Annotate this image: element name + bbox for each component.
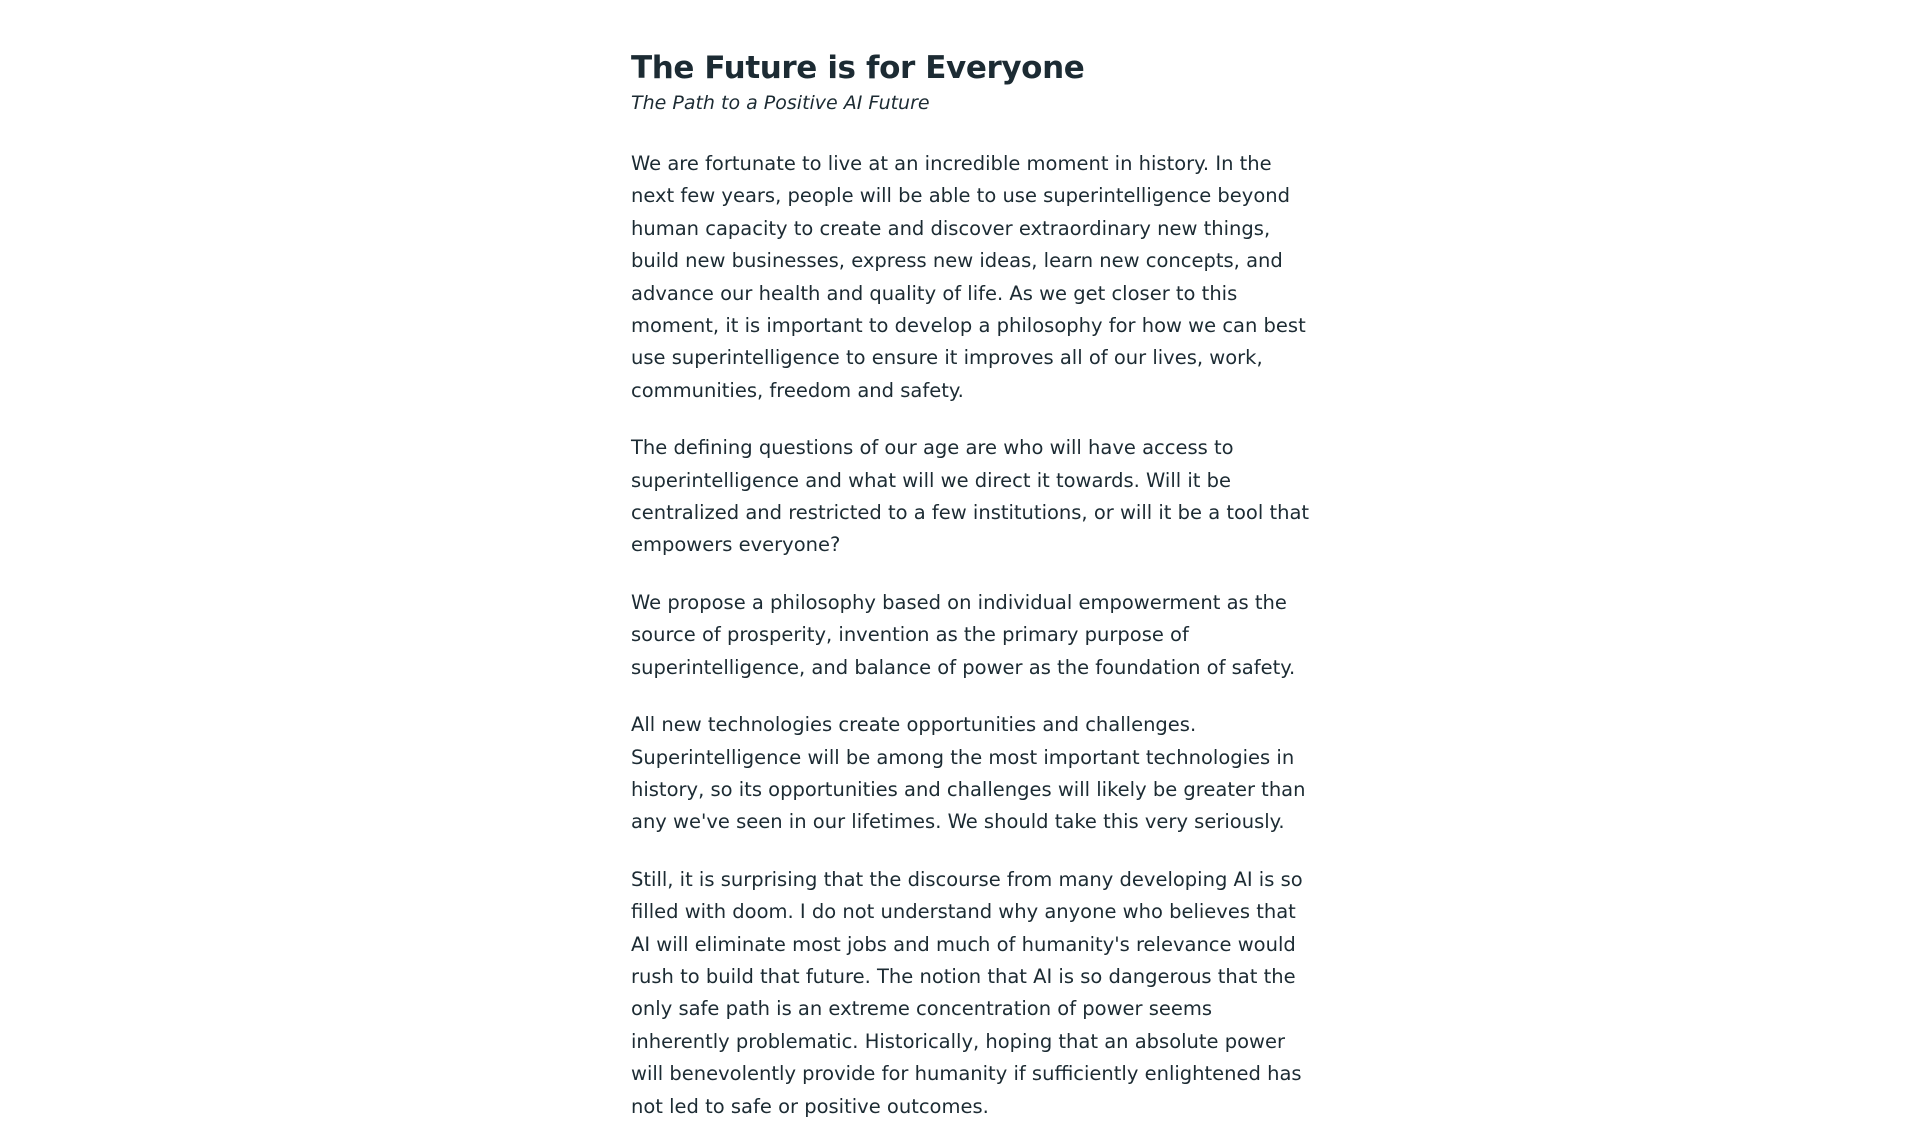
article (631, 46, 1315, 1123)
article-paragraph: All new technologies create opportunities and challenges. Superintelligence will be among the most important technologies in history, so its opportunities and challenges will likely be greater than any we've seen in our lifetimes. We should take this very seriously. (631, 713, 1306, 834)
article-paragraph: We propose a philosophy based on individual empowerment as the source of prosperity, invention as the primary purpose of superintelligence, and balance of power as the foundation of safety. (631, 590, 1296, 679)
page-subtitle: The Path to a Positive AI Future (631, 92, 930, 114)
page-title: The Future is for Everyone (631, 50, 1085, 86)
article-paragraph: Still, it is surprising that the discourse from many developing AI is so filled with doom. I do not understand why anyone who believes that AI will eliminate most jobs and much of humanity's relevance would rush to build that future. The notion that AI is so dangerous that the only safe path is an extreme concentration of power seems inherently problematic. Historically, hoping that an absolute power will benevolently provide for humanity if sufficiently enlightened has not led to safe or positive outcomes. (631, 867, 1303, 1118)
article-paragraph: We are fortunate to live at an incredible moment in history. In the next few years, people will be able to use superintelligence beyond human capacity to create and discover extraordinary new things, build new businesses, express new ideas, learn new concepts, and advance our health and quality of life. As we get closer to this moment, it is important to develop a philosophy for how we can best use superintelligence to ensure it improves all of our lives, work, communities, freedom and safety. (631, 152, 1306, 402)
article-paragraph: The defining questions of our age are who will have access to superintelligence and what will we direct it towards. Will it be centralized and restricted to a few institutions, or will it be a tool that empowers everyone? (631, 436, 1310, 557)
